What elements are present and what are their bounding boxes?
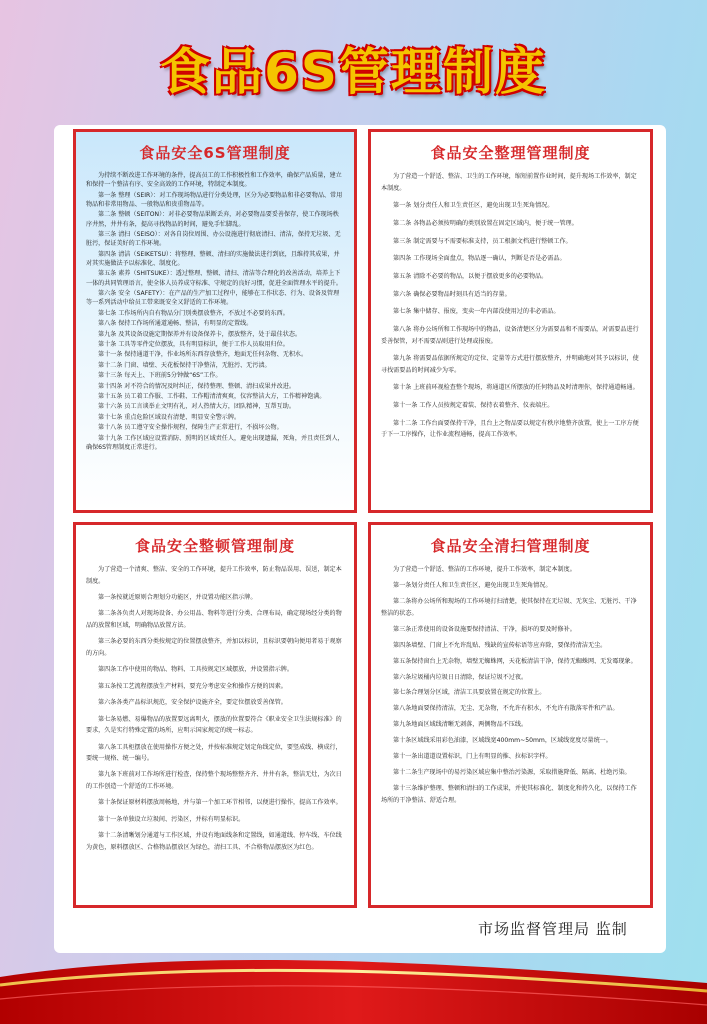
paragraph: 第十三条 每天上、下班前5分钟做“6S”工作。 xyxy=(98,372,222,380)
paragraph: 第四条工作中使用的物品、物料、工具按规定区域摆放，并设置指示牌。 xyxy=(98,666,293,674)
paragraph: 第三条必要的东西分类按规定的位置摆放整齐，并加以标识，且标识要朝向便用者易于观察的方向。 xyxy=(86,638,342,657)
paragraph: 第十六条 员工言谈举止文明有礼，对人热情大方，团队精神，互帮互助。 xyxy=(98,403,295,411)
paragraph: 第十九条 工作区域应设置消防、照明的区域责任人，避免出现遗漏，死角，并且责任到人，确保6S管理制度正常进行。 xyxy=(86,434,344,451)
paragraph: 第十二条生产现场中的易污染区域应集中整治污染源，采取措施降低、隔离、杜绝污染。 xyxy=(393,769,631,777)
decorative-wave-band xyxy=(0,955,707,1024)
paragraph: 第八条地面要保持清洁，无尘、无杂物，不允许有积水，不允许有散落零件和产品。 xyxy=(393,705,619,713)
paragraph: 第一条划分责任人和卫生责任区，避免出现卫生死角情况。 xyxy=(393,581,552,589)
panel-title: 食品安全整理管理制度 xyxy=(430,144,591,162)
issuer-signature: 市场监督管理局 监制 xyxy=(478,920,628,938)
paragraph: 第一条 划分责任人和卫生责任区，避免出现卫生死角情况。 xyxy=(393,202,554,210)
paragraph: 第七条合理划分区域，清洁工具要放置在规定的位置上。 xyxy=(393,689,546,697)
paragraph: 第七条 集中储存、报废，变卖一年内部没使用过的非必需品。 xyxy=(393,308,560,316)
paragraph: 第八条工具柜摆放在使用操作方便之处，并按标准规定划定角线定位，要竖成线、横成行，要统一规格、统一编号。 xyxy=(86,743,342,763)
paragraph: 第四条 工作现场全面盘点，物品逐一确认，判断是否是必需品。 xyxy=(393,255,566,263)
paragraph: 第五条 清除不必要的物品，以便于摆放更多的必要物品。 xyxy=(393,272,548,280)
paragraph: 第一条按就近原则合理划分功能区，并设置功能区指示牌。 xyxy=(98,593,257,601)
paragraph: 第七条 工作场所内自有物品分门别类摆放整齐，不放过不必要的东西。 xyxy=(98,309,289,317)
paragraph: 第十三条维护整理、整顿和清扫的工作成果，并使其标准化、制度化和持久化，以保持工作场所的干净整洁、舒适合理。 xyxy=(381,785,637,804)
paragraph: 第十一条 保持通道干净，作业场所东西存放整齐，地面无任何杂物、无积水。 xyxy=(98,351,308,359)
paragraph: 第五条保持窗台上无杂物，墙壁无蜘蛛网，天花板清洁干净，保持无蜘蛛网、无发霉现象。 xyxy=(393,657,637,665)
panel-body xyxy=(76,564,354,853)
page-title: 食品6S管理制度 xyxy=(160,43,547,101)
paragraph: 第十二条 门窗、墙壁、天花板保持干净整洁，无脏污、无污渍。 xyxy=(98,361,271,369)
paragraph: 第四条 清洁（SEIKETSU）：将整理、整顿、清扫的实施做法进行到底，且维持其成果，并对其实施做法予以标准化、制度化。 xyxy=(86,250,340,268)
paragraph: 第八条 将办公场所和工作现场中的物品，设备清楚区分为需要品和不需要品，对需要品进行妥善保管，对不需要品则进行处理或报废。 xyxy=(381,326,639,345)
paragraph: 第二条将办公场所和现场的工作环境打扫清楚，使其保持在无垃圾、无灰尘、无脏污、干净整洁的状态。 xyxy=(381,597,637,617)
panel-body xyxy=(76,171,354,452)
paragraph: 第五条 素养（SHITSUKE）：透过整理、整顿、清扫、清洁等合理化的改善活动，培养上下一体的共同管理语言，使全体人员养成守标准、守规定的良好习惯，促进全面管理水平的提升。 xyxy=(86,270,342,287)
panel-6s-system xyxy=(73,129,357,513)
paragraph: 第五条按工艺流程摆放生产材料，要充分考虑安全和操作方便的因素。 xyxy=(98,682,287,690)
paragraph: 第九条 将需要品依据所规定的定位、定量等方式进行摆放整齐，并明确地对其予以标识，使寻找需要品的时间减少为零。 xyxy=(381,355,639,374)
paragraph: 第六条 确保必要物品时刻具有适当的存量。 xyxy=(393,290,511,298)
paragraph: 为持续不断改进工作环境的条件，提高员工的工作积极性和工作效率，确保产品质量，建立和保持一个整洁有序、安全高效的工作环境，特制定本制度。 xyxy=(86,172,342,189)
paragraph: 第十条 工具等零件定位摆放，具有明显标识，便于工作人员取用归位。 xyxy=(98,340,289,348)
paragraph: 第二条 各物品必须按明确的类别放置在固定区域内，便于统一管理。 xyxy=(393,219,578,227)
paragraph: 第九条地面区域线清晰无剥落，两侧物品不压线。 xyxy=(393,721,528,729)
paragraph: 为了营造一个清爽、整洁、安全的工作环境，提升工作效率，防止物品误用、误送，制定本制度。 xyxy=(86,566,342,585)
paragraph: 第十条保证原材料摆放周畅地，并与第一个加工环节相邻，以便进行操作，提高工作效率。 xyxy=(98,799,342,807)
paragraph: 第二条 整顿（SEITON）：对非必要物品果断丢弃，对必要物品要妥善保存，使工作现场秩序井然，井井有条，提高寻找物品的时间，避免手忙脚乱。 xyxy=(86,211,339,228)
paragraph: 第九条 及其设备设施定期保养并有设备保养卡，摆放整齐，处于最佳状态。 xyxy=(98,330,302,338)
paragraph: 第六条垃圾桶内垃圾日日清除，保证垃圾不过夜。 xyxy=(393,673,528,681)
paragraph: 第九条下班前对工作场所进行检查，保持整个现场整整齐齐、井井有条，整洁无灶，为次日的工作创造一个舒适的工作环境。 xyxy=(86,771,342,791)
paragraph: 第六条各类产品标识规范，安全保护设施齐全，要定位摆放妥善保管。 xyxy=(98,699,287,707)
paragraph: 第十八条 员工遵守安全操作规程，保障生产正常进行，不损坏公物。 xyxy=(98,424,283,432)
paragraph: 第十一条 工作人员按规定着装、保持衣着整齐、仪表端庄。 xyxy=(393,402,554,410)
paragraph: 第三条 制定需要与不需要标准支持，员工根据文档进行整顿工作。 xyxy=(393,237,572,245)
paragraph: 第十一条出道道设置标识，门上有明显的推、拉标识字样。 xyxy=(393,753,552,761)
paragraph: 第二条各负责人对现场设备、办公用品、物料等进行分类、合理布局，确定现场经分类的物品的放置和区域，明确物品放置方法。 xyxy=(86,610,342,629)
panel-sort-system xyxy=(368,129,653,513)
paragraph: 第十条区域线采用彩色油漆，区域线宽400mm~50mm，区域线宽度尽量统一。 xyxy=(393,737,612,745)
paragraph: 第十条 上班前环视检查整个现场，将通道区所摆放的任何物品及时清理你，保持通道畅通。 xyxy=(393,384,639,392)
paragraph: 第十一条单独设立垃圾间、污染区，并标有明显标识。 xyxy=(98,815,245,823)
panel-order-system xyxy=(73,522,357,908)
paragraph: 为了营造一个舒适、整洁的工作环境，提升工作效率，制定本制度。 xyxy=(393,566,576,573)
paragraph: 第十七条 重点危险区域设有清楚、明显安全警示牌。 xyxy=(98,413,241,421)
paragraph: 第十五条 员工着工作服、工作鞋、工作帽清清爽爽，仪容整洁大方，工作精神饱满。 xyxy=(98,392,326,400)
paragraph: 第一条 整理（SEIR）：对工作现场物品进行分类处理，区分为必要物品和非必要物品、常用物品和非常用物品、一般物品和贵重物品等。 xyxy=(86,191,343,208)
paragraph: 第三条 清扫（SEISO）：对各自岗位周围、办公设施进行彻底清扫、清洁，保持无垃圾、无脏污，保证美好的工作环境。 xyxy=(86,231,341,248)
panel-title: 食品安全整顿管理制度 xyxy=(134,537,295,555)
panel-title: 食品安全6S管理制度 xyxy=(139,144,291,162)
paragraph: 第十二条清晰划分通道与工作区域，并设有地面线条和定置线，如通道线、停车线、车位线为黄色，原料摆放区、合格物品摆放区为绿色，清扫工具、不合格物品摆放区为红色。 xyxy=(86,832,342,851)
panel-title: 食品安全清扫管理制度 xyxy=(430,537,591,555)
panel-body xyxy=(371,171,650,441)
paragraph: 第十四条 对不符合的情况及时纠正，保持整理、整顿、清扫成果并改进。 xyxy=(98,382,295,390)
paragraph: 第四条墙壁、门窗上不允许乱贴、残缺的宣传标语等应弃除，要保持清洁无尘。 xyxy=(393,641,607,649)
panel-clean-system xyxy=(368,522,653,908)
panel-body xyxy=(371,564,650,807)
paragraph: 第八条 保持工作场所通道通畅、整洁，有明显的定置线。 xyxy=(98,320,253,328)
paragraph: 为了营造一个舒适、整洁、卫生的工作环境，缩短前置作业时间，提升现场工作效率，制定本制度。 xyxy=(381,173,637,192)
paragraph: 第六条 安全（SAFETY）：在产品的生产加工过程中，能够在工作状态、行为、设备及管理等一系列活动中给员工带来既安全又舒适的工作环境。 xyxy=(86,290,340,307)
paragraph: 第七条易燃、易爆物品的放置要远离明火，摆放的位置要符合《职业安全卫生法规标准》的要求，久是实行特殊定置的场所，应明示国家规定的统一标志。 xyxy=(86,715,342,735)
paragraph: 第十二条 工作台面要保持干净，且台上之物品要以规定有秩序地整齐放置，使上一工序方便于下一工序操作，让作业流程通畅，提高工作效率。 xyxy=(381,419,639,439)
paragraph: 第三条正常使用的设备设施要保持清洁、干净，损坏的要及时修补。 xyxy=(393,625,576,633)
